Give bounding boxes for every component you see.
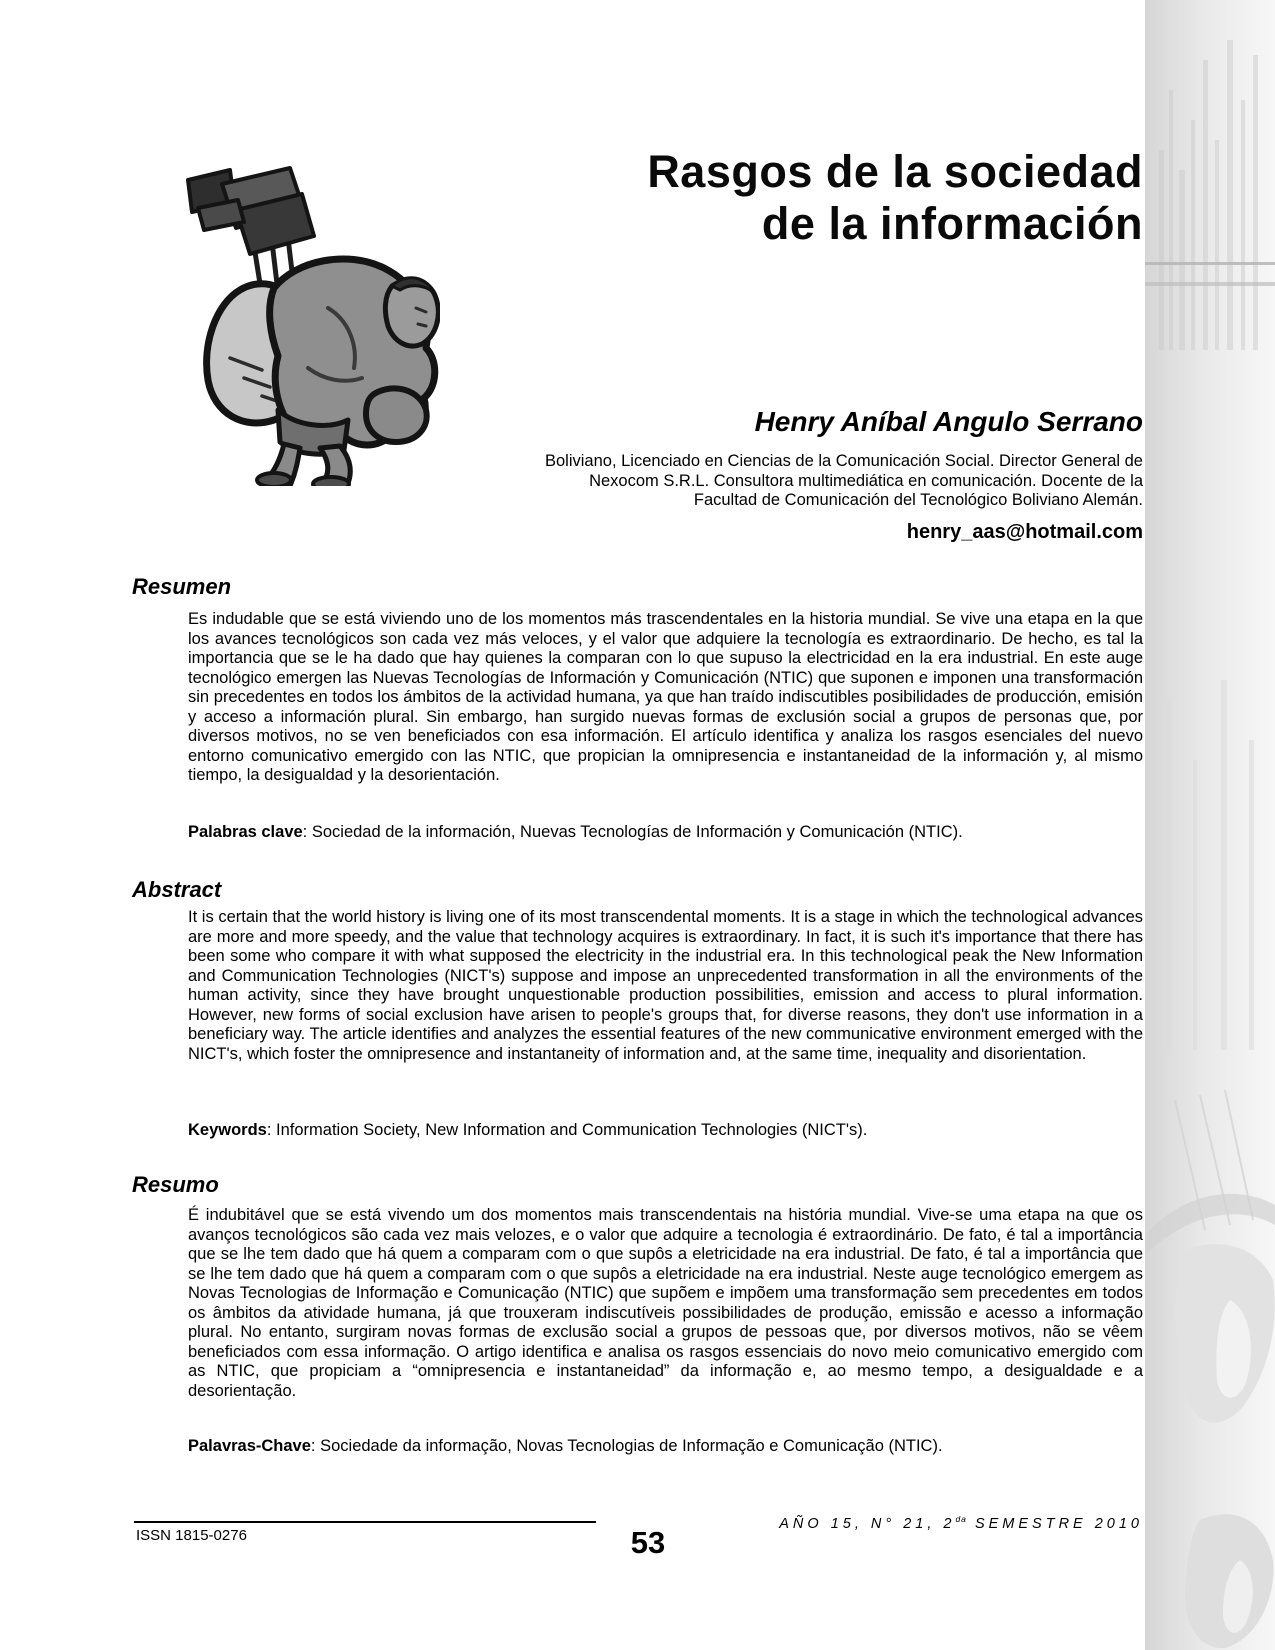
affiliation-line: Nexocom S.R.L. Consultora multimediática en comunicación. Docente de la [589, 471, 1143, 490]
affiliation-line: Facultad de Comunicación del Tecnológico Boliviano Alemán. [693, 491, 1143, 509]
palabras-clave-line [188, 823, 1143, 843]
article-title-line1: Rasgos de la sociedad [647, 146, 1143, 197]
palabras-clave-text: : Sociedad de la información, Nuevas Tecnologías de Información y Comunicación (NTIC). [302, 823, 963, 841]
issue-info [779, 1514, 1143, 1532]
palavras-chave-text: : Sociedade da informação, Novas Tecnologias de Informação e Comunicação (NTIC). [310, 1437, 943, 1455]
issue-info-suffix: SEMESTRE 2010 [966, 1515, 1143, 1532]
section-heading-abstract: Abstract [132, 877, 222, 902]
issue-info-superscript: da [955, 1514, 967, 1524]
affiliation-line: Boliviano, Licenciado en Ciencias de la Comunicación Social. Director General de [545, 452, 1143, 470]
abstract-paragraph: It is certain that the world history is living one of its most transcendental moments. It is a stage in which the technological advances are more and more speedy, and the value that technology acquires is extraordinary. In fact, it is such it's importance that there has been some who compare it with what supposed the electricity in the industrial era. In this technological peak the New Information and Communication Technologies (NICT's) suppose and impose an unprecedented transformation in all the environments of the human activity, since they have brought unquestionable production possibilities, emission and access to plural information. However, new forms of social exclusion have arisen to people's groups that, for diverse reasons, they don't use information in a beneficiary way. The article identifies and analyzes the essential features of the new communicative environment emerged with the NICT's, which foster the omnipresence and instantaneity of information and, at the same time, inequality and disorientation. [188, 908, 1143, 1063]
article-title-line2: de la información [761, 198, 1143, 249]
author-affiliation [360, 452, 1143, 511]
keywords-label: Keywords [188, 1121, 267, 1139]
resumo-paragraph: É indubitável que se está vivendo um dos momentos mais transcendentais na história mundial. Vive-se uma etapa na que os avanços tecnológicos são cada vez mais velozes, e o valor que adquire a tecnologia é extraordinário. De fato, é tal a importância que se lhe tem dado que há quem a comparam com o que supôs a eletricidade na era industrial. De fato, é tal a importância que se lhe tem dado que há quem a comparam com o que supôs a eletricidade na era industrial. Neste auge tecnológico emergem as Novas Tecnologias de Informação e Comunicação (NTIC) que supõem e impõem uma transformação sem precedentes em todos os âmbitos da atividade humana, já que trouxeram indiscutíveis possibilidades de produção, emissão e acesso a informação plural. No entanto, surgiram novas formas de exclusão social a grupos de pessoas que, por diversos motivos, não se vêem beneficiados com essa informação. O artigo identifica e analisa os rasgos essenciais do novo meio comunicativo emergido com as NTIC, que propiciam a “omnipresencia e instantaneidad” da informação e, ao mesmo tempo, a desigualdade e a desorientação. [188, 1206, 1143, 1400]
author-name: Henry Aníbal Angulo Serrano [754, 406, 1143, 437]
footer-rule [134, 1521, 596, 1523]
palavras-chave-line [188, 1437, 1143, 1457]
decorative-side-band [1145, 0, 1275, 1650]
palabras-clave-label: Palabras clave [188, 823, 303, 841]
section-heading-resumo: Resumo [132, 1172, 219, 1197]
resumen-paragraph: Es indudable que se está viviendo uno de los momentos más trascendentales en la historia mundial. Se vive una etapa en la que los avances tecnológicos son cada vez más veloces, y el valor que adquiere la tecnología es extraordinario. De hecho, es tal la importancia que se le ha dado que hay quienes la comparan con lo que supuso la electricidad en la era industrial. En este auge tecnológico emergen las Nuevas Tecnologías de Información y Comunicación (NTIC) que suponen e imponen una transformación sin precedentes en todos los ámbitos de la actividad humana, ya que han traído indiscutibles posibilidades de producción, emisión y acceso a información plural. Sin embargo, han surgido nuevas formas de exclusión social a grupos de personas que, por diversos motivos, no se ven beneficiados con esa información. El artículo identifica y analiza los rasgos esenciales del nuevo entorno comunicativo emergido con las NTIC, que propician la omnipresencia e instantaneidad de la información y, al mismo tiempo, la desigualdad y la desorientación. [188, 610, 1143, 784]
keywords-text: : Information Society, New Information and Communication Technologies (NICT's). [266, 1121, 868, 1139]
issue-info-prefix: AÑO 15, N° 21, 2 [779, 1515, 956, 1532]
author-email: henry_aas@hotmail.com [906, 521, 1143, 543]
palavras-chave-label: Palavras-Chave [188, 1437, 311, 1455]
article-title [360, 146, 1143, 250]
issn-label: ISSN 1815-0276 [136, 1527, 247, 1544]
section-heading-resumen: Resumen [132, 574, 232, 599]
watermark-graphic-icon [1145, 0, 1275, 1650]
page-number: 53 [630, 1525, 666, 1560]
keywords-line [188, 1121, 1143, 1141]
